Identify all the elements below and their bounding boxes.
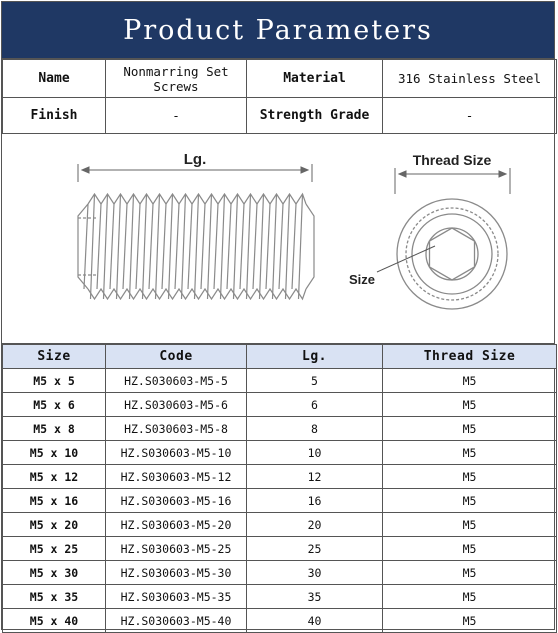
finish-label: Finish: [3, 98, 106, 134]
table-row: [3, 369, 557, 393]
name-label: Name: [3, 60, 106, 98]
cell-size: M5 x 10: [3, 441, 106, 465]
thread-line: [78, 218, 98, 275]
cell-code: HZ.S030603-M5-30: [106, 561, 247, 585]
cell-thread-size: M5: [383, 465, 557, 489]
thread-line: [182, 194, 186, 299]
thread-line: [221, 194, 225, 299]
header-thread-size: Thread Size: [383, 345, 557, 369]
cell-length: 16: [247, 489, 383, 513]
cell-length: 12: [247, 465, 383, 489]
cell-size: M5 x 20: [3, 513, 106, 537]
thread-line: [136, 204, 140, 289]
thread-line: [240, 204, 244, 289]
thread-line: [273, 194, 277, 299]
thread-line: [227, 204, 231, 289]
cell-thread-size: M5: [383, 369, 557, 393]
table-row: [3, 561, 557, 585]
table-row: [3, 537, 557, 561]
table-row: [3, 465, 557, 489]
cell-code: HZ.S030603-M5-20: [106, 513, 247, 537]
cell-length: 25: [247, 537, 383, 561]
cell-size: M5 x 40: [3, 609, 106, 633]
parameters-table: [2, 59, 557, 134]
thread-line: [208, 194, 212, 299]
cell-thread-size: M5: [383, 537, 557, 561]
hex-size-label: Size: [348, 272, 376, 287]
cell-code: HZ.S030603-M5-5: [106, 369, 247, 393]
cell-length: 6: [247, 393, 383, 417]
parameters-row: [3, 60, 557, 98]
cell-length: 35: [247, 585, 383, 609]
header-length: Lg.: [247, 345, 383, 369]
thread-line: [110, 204, 114, 289]
cell-length: 5: [247, 369, 383, 393]
thread-line: [260, 194, 264, 299]
header-code: Code: [106, 345, 247, 369]
thread-line: [97, 204, 101, 289]
table-row: [3, 417, 557, 441]
strength-grade-label: Strength Grade: [247, 98, 383, 134]
cell-thread-size: M5: [383, 585, 557, 609]
thread-line: [266, 204, 270, 289]
thread-line: [247, 194, 251, 299]
cell-code: HZ.S030603-M5-40: [106, 609, 247, 633]
cell-code: HZ.S030603-M5-35: [106, 585, 247, 609]
cell-size: M5 x 16: [3, 489, 106, 513]
thread-line: [162, 204, 166, 289]
cell-size: M5 x 25: [3, 537, 106, 561]
thread-size-label: Thread Size: [412, 152, 492, 168]
material-value: 316 Stainless Steel: [383, 60, 557, 98]
thread-line: [201, 204, 205, 289]
thread-line: [156, 194, 160, 299]
cell-thread-size: M5: [383, 609, 557, 633]
thread-line: [253, 204, 257, 289]
cell-length: 10: [247, 441, 383, 465]
cell-size: M5 x 12: [3, 465, 106, 489]
title-banner: [2, 2, 554, 59]
cell-thread-size: M5: [383, 513, 557, 537]
thread-line: [279, 204, 283, 289]
cell-thread-size: M5: [383, 393, 557, 417]
thread-line: [143, 194, 147, 299]
thread-line: [306, 204, 314, 289]
cell-size: M5 x 30: [3, 561, 106, 585]
cell-length: 8: [247, 417, 383, 441]
cell-code: HZ.S030603-M5-10: [106, 441, 247, 465]
parameters-row: [3, 98, 557, 134]
thread-line: [169, 194, 173, 299]
cell-length: 20: [247, 513, 383, 537]
thread-line: [214, 204, 218, 289]
length-label: Lg.: [183, 151, 207, 168]
cell-thread-size: M5: [383, 489, 557, 513]
table-row: [3, 393, 557, 417]
cell-code: HZ.S030603-M5-25: [106, 537, 247, 561]
technical-drawing: [2, 134, 554, 344]
cell-code: HZ.S030603-M5-8: [106, 417, 247, 441]
name-value: Nonmarring Set Screws: [106, 60, 247, 98]
thread-line: [299, 194, 303, 299]
table-row: [3, 441, 557, 465]
screw-drawing: [2, 134, 556, 344]
page-title: Product Parameters: [123, 14, 433, 46]
cell-size: M5 x 8: [3, 417, 106, 441]
strength-grade-value: -: [383, 98, 557, 134]
thread-line: [104, 194, 108, 299]
thread-line: [123, 204, 127, 289]
thread-line: [149, 204, 153, 289]
thread-line: [130, 194, 134, 299]
header-size: Size: [3, 345, 106, 369]
thread-line: [84, 204, 88, 289]
cell-thread-size: M5: [383, 561, 557, 585]
size-table-header: [3, 345, 557, 369]
cell-length: 30: [247, 561, 383, 585]
thread-dimension: [395, 168, 510, 194]
cell-code: HZ.S030603-M5-6: [106, 393, 247, 417]
table-row: [3, 513, 557, 537]
material-label: Material: [247, 60, 383, 98]
table-row: [3, 585, 557, 609]
screw-side-view: [78, 194, 314, 299]
thread-line: [292, 204, 296, 289]
cell-size: M5 x 35: [3, 585, 106, 609]
thread-line: [91, 194, 95, 299]
thread-line: [286, 194, 290, 299]
cell-code: HZ.S030603-M5-16: [106, 489, 247, 513]
thread-line: [188, 204, 192, 289]
cell-size: M5 x 5: [3, 369, 106, 393]
screw-end-view: [397, 199, 507, 309]
thread-line: [117, 194, 121, 299]
thread-line: [175, 204, 179, 289]
cell-thread-size: M5: [383, 441, 557, 465]
cell-length: 40: [247, 609, 383, 633]
table-row: [3, 489, 557, 513]
cell-thread-size: M5: [383, 417, 557, 441]
thread-line: [234, 194, 238, 299]
cell-size: M5 x 6: [3, 393, 106, 417]
size-table: [2, 344, 557, 633]
thread-line: [195, 194, 199, 299]
cell-code: HZ.S030603-M5-12: [106, 465, 247, 489]
finish-value: -: [106, 98, 247, 134]
product-sheet: [1, 1, 555, 630]
table-row: [3, 609, 557, 633]
